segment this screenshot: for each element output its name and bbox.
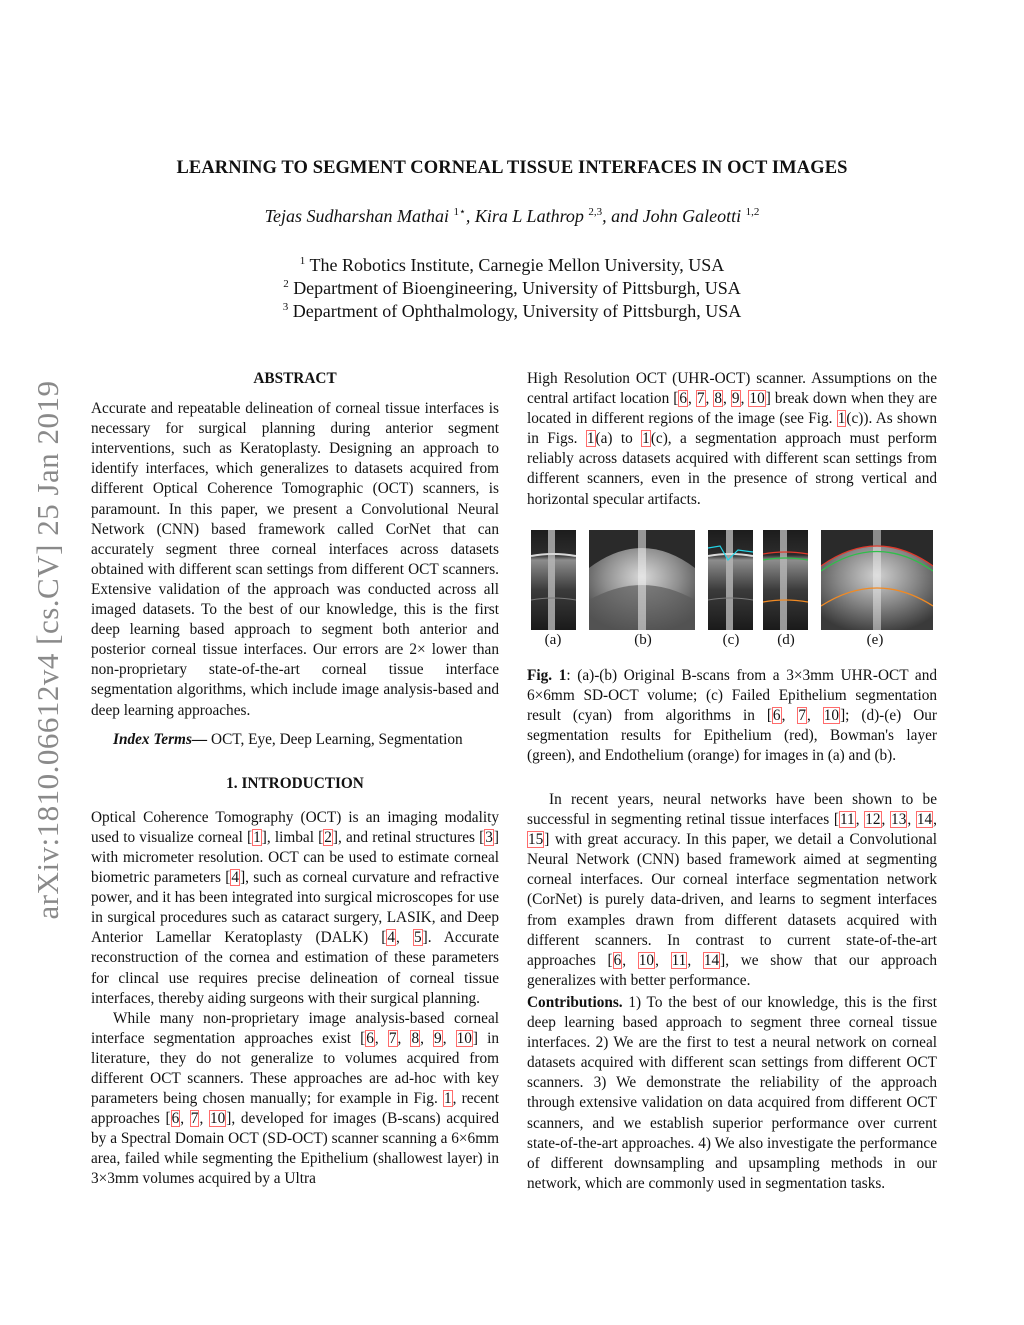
affiliation-text: Department of Bioengineering, University of Pittsburgh, USA	[293, 278, 741, 298]
affiliation-text: Department of Ophthalmology, University of Pittsburgh, USA	[292, 301, 742, 321]
body-paragraph: In recent years, neural networks have been shown to be successful in segmenting retinal tissue interfaces [11, 12, 13, 14, 15] with great accuracy. In this paper, we detail a Convolutional Neural Network (CNN) based framework aimed at segmenting corneal interfaces. Our corneal interface segmentation network (CorNet) is purely data-driven, and learns to segment interfaces from examples drawn from different datasets acquired with different scanners. In contrast to current state-of-the-art approaches [6, 10, 11, 14], we show that our approach generalizes with better performance.	[527, 791, 937, 989]
citation-link[interactable]: 6	[613, 951, 622, 969]
author-affil-sup: 2,3	[588, 206, 603, 218]
author-name: John Galeotti	[642, 206, 742, 226]
citation-link[interactable]: 2	[324, 828, 332, 846]
abstract-text: Accurate and repeatable delineation of corneal tissue interfaces is necessary for surgical planning during anterior segment interventions, such as Keratoplasty. Designing an approach to identify interfaces, which generalizes to datasets acquired from different Optical Coherence Tomographic (OCT) scanners, is paramount. In this paper, we present a Convolutional Neural Network (CNN) based framework called CorNet that can accurately segment three corneal interfaces across datasets obtained with different scan settings from different OCT scanners. Extensive validation of the approach was conducted across all imaged datasets. To the best of our knowledge, this is the first deep learning based approach to segment both anterior and posterior corneal tissue interfaces. Our errors are 2× lower than non-proprietary state-of-the-art corneal tissue interface segmentation algorithms, which include image analysis-based and deep learning approaches.	[91, 400, 499, 719]
author-name: Tejas Sudharshan Mathai	[264, 206, 449, 226]
subfigure-label: (d)	[777, 632, 795, 648]
citation-link[interactable]: 1	[253, 828, 261, 846]
figure-caption-label: Fig. 1	[527, 667, 567, 684]
affiliation	[0, 278, 1024, 299]
figure-link[interactable]: 1	[837, 410, 846, 428]
abstract-heading: ABSTRACT	[253, 370, 337, 387]
paper-title: LEARNING TO SEGMENT CORNEAL TISSUE INTERFACES IN OCT IMAGES	[176, 158, 848, 178]
citation-link[interactable]: 9	[434, 1029, 442, 1047]
citation-link[interactable]: 4	[387, 929, 396, 947]
affiliation	[0, 301, 1024, 322]
citation-link[interactable]: 6	[366, 1029, 374, 1047]
intro-heading: 1. INTRODUCTION	[226, 774, 364, 792]
author-separator: ,	[465, 206, 475, 226]
affiliation-sup: 2	[283, 278, 289, 290]
author-affil-sup: 1⋆	[453, 206, 466, 218]
contributions-paragraph: Contributions. 1) To the best of our knowledge, this is the first deep learning based approach to segment three corneal tissue interfaces. 2) We are the first to test a neural network on corneal datasets acquired with different scan settings from different OCT scanners. 3) We demonstrate the reliability of the approach through extensive validation on data acquired from different OCT scanners, and we establish superior performance over current state-of-the-art approaches. 4) We also investigate the performance of different downsampling and upsampling methods in our network, which are commonly used in segmentation tasks.	[527, 993, 937, 1192]
citation-link[interactable]: 5	[413, 929, 422, 947]
subfigure-label: (c)	[722, 632, 740, 648]
citation-link[interactable]: 10	[638, 951, 655, 969]
intro-paragraph: Optical Coherence Tomography (OCT) is an imaging modality used to visualize corneal [1], limbal [2], and retinal structures [3] with micrometer resolution. OCT can be used to estimate corneal biometric parameters [4], such as corneal curvature and refractive power, and it has been integrated into surgical microscopes for use in surgical procedures such as cataract surgery, LASIK, and Deep Anterior Lamellar Keratoplasty (DALK) [4, 5]. Accurate reconstruction of the cornea and estimation of these parameters for clincal use requires precise delineation of corneal tissue interfaces, thereby aiding surgeons with their surgical planning.	[91, 808, 499, 1007]
author-affil-sup: 1,2	[745, 206, 760, 218]
subfigure-label: (a)	[544, 632, 562, 648]
citation-link[interactable]: 6	[772, 707, 781, 725]
arxiv-identifier: arXiv:1810.06612v4 [cs.CV] 25 Jan 2019	[30, 380, 65, 920]
citation-link[interactable]: 15	[528, 831, 544, 849]
right-column-bottom	[527, 790, 937, 1194]
subfigure-label: (e)	[866, 632, 884, 648]
oct-bscan-e	[821, 530, 933, 630]
oct-bscan-a	[531, 530, 576, 630]
citation-link[interactable]: 11	[839, 811, 855, 829]
figure-caption: Fig. 1: (a)-(b) Original B-scans from a 3×3mm UHR-OCT and 6×6mm SD-OCT volume; (c) Failed Epithelium segmentation result (cyan) from algorithms in [6, 7, 10]; (d)-(e) Our segmentation results for Epithelium (red), Bowman's layer (green), and Endothelium (orange) for images in (a) and (b).	[527, 667, 938, 765]
affiliation-text: The Robotics Institute, Carnegie Mellon University, USA	[309, 255, 725, 275]
citation-link[interactable]: 7	[696, 390, 705, 408]
subfigure-label: (b)	[634, 632, 652, 648]
contributions-label: Contributions.	[527, 993, 623, 1011]
oct-bscan-c	[708, 530, 753, 630]
citation-link[interactable]: 14	[703, 951, 720, 969]
figure-link[interactable]: 1	[443, 1090, 452, 1108]
affiliation-sup: 1	[299, 255, 306, 267]
citation-link[interactable]: 8	[411, 1029, 420, 1047]
figure-link[interactable]: 1	[642, 430, 650, 448]
citation-link[interactable]: 7	[388, 1029, 397, 1047]
citation-link[interactable]: 11	[671, 951, 687, 969]
citation-link[interactable]: 14	[916, 811, 933, 829]
affiliation-sup: 3	[282, 301, 289, 313]
author-separator: , and	[602, 206, 643, 226]
index-terms	[91, 730, 499, 750]
citation-link[interactable]: 10	[456, 1029, 472, 1047]
index-terms-label: Index Terms—	[113, 730, 208, 748]
citation-link[interactable]: 9	[731, 390, 740, 408]
left-column	[91, 369, 499, 1190]
oct-bscan-d	[763, 530, 808, 630]
citation-link[interactable]: 10	[749, 390, 765, 408]
citation-link[interactable]: 12	[865, 811, 881, 829]
citation-link[interactable]: 6	[171, 1110, 180, 1128]
right-column-top	[527, 369, 937, 510]
affiliation	[0, 255, 1024, 276]
figure-link[interactable]: 1	[586, 430, 595, 448]
author-name: Kira L Lathrop	[474, 206, 584, 226]
intro-paragraph: While many non-proprietary image analysis-based corneal interface segmentation approaches exist [6, 7, 8, 9, 10] in literature, they do not generalize to volumes acquired from different OCT scanners. These approaches are ad-hoc with key parameters being chosen manually; for example in Fig. 1, recent approaches [6, 7, 10], developed for images (B-scans) acquired by a Spectral Domain OCT (SD-OCT) scanner scanning a 6×6mm area, failed while segmenting the Epithelium (shallowest layer) in 3×3mm volumes acquired by a Ultra	[91, 1009, 500, 1188]
author-list	[0, 205, 1024, 227]
citation-link[interactable]: 8	[714, 390, 723, 408]
body-paragraph: High Resolution OCT (UHR-OCT) scanner. Assumptions on the central artifact location [6, 7, 8, 9, 10] break down when they are located in different regions of the image (see Fig. 1(c)). As shown in Figs. 1(a) to 1(c), a segmentation approach must perform reliably across datasets acquired with different scan settings from different scanners, even in the presence of strong vertical and horizontal specular artifacts.	[527, 370, 938, 508]
citation-link[interactable]: 6	[679, 390, 688, 408]
citation-link[interactable]: 10	[209, 1110, 226, 1128]
citation-link[interactable]: 3	[485, 828, 493, 846]
citation-link[interactable]: 7	[798, 707, 806, 725]
citation-link[interactable]: 13	[891, 811, 907, 829]
index-terms-list: OCT, Eye, Deep Learning, Segmentation	[207, 730, 463, 748]
citation-link[interactable]: 7	[190, 1110, 199, 1128]
figure-1	[527, 530, 937, 630]
citation-link[interactable]: 4	[231, 869, 240, 887]
oct-bscan-b	[589, 530, 695, 630]
citation-link[interactable]: 10	[823, 707, 840, 725]
